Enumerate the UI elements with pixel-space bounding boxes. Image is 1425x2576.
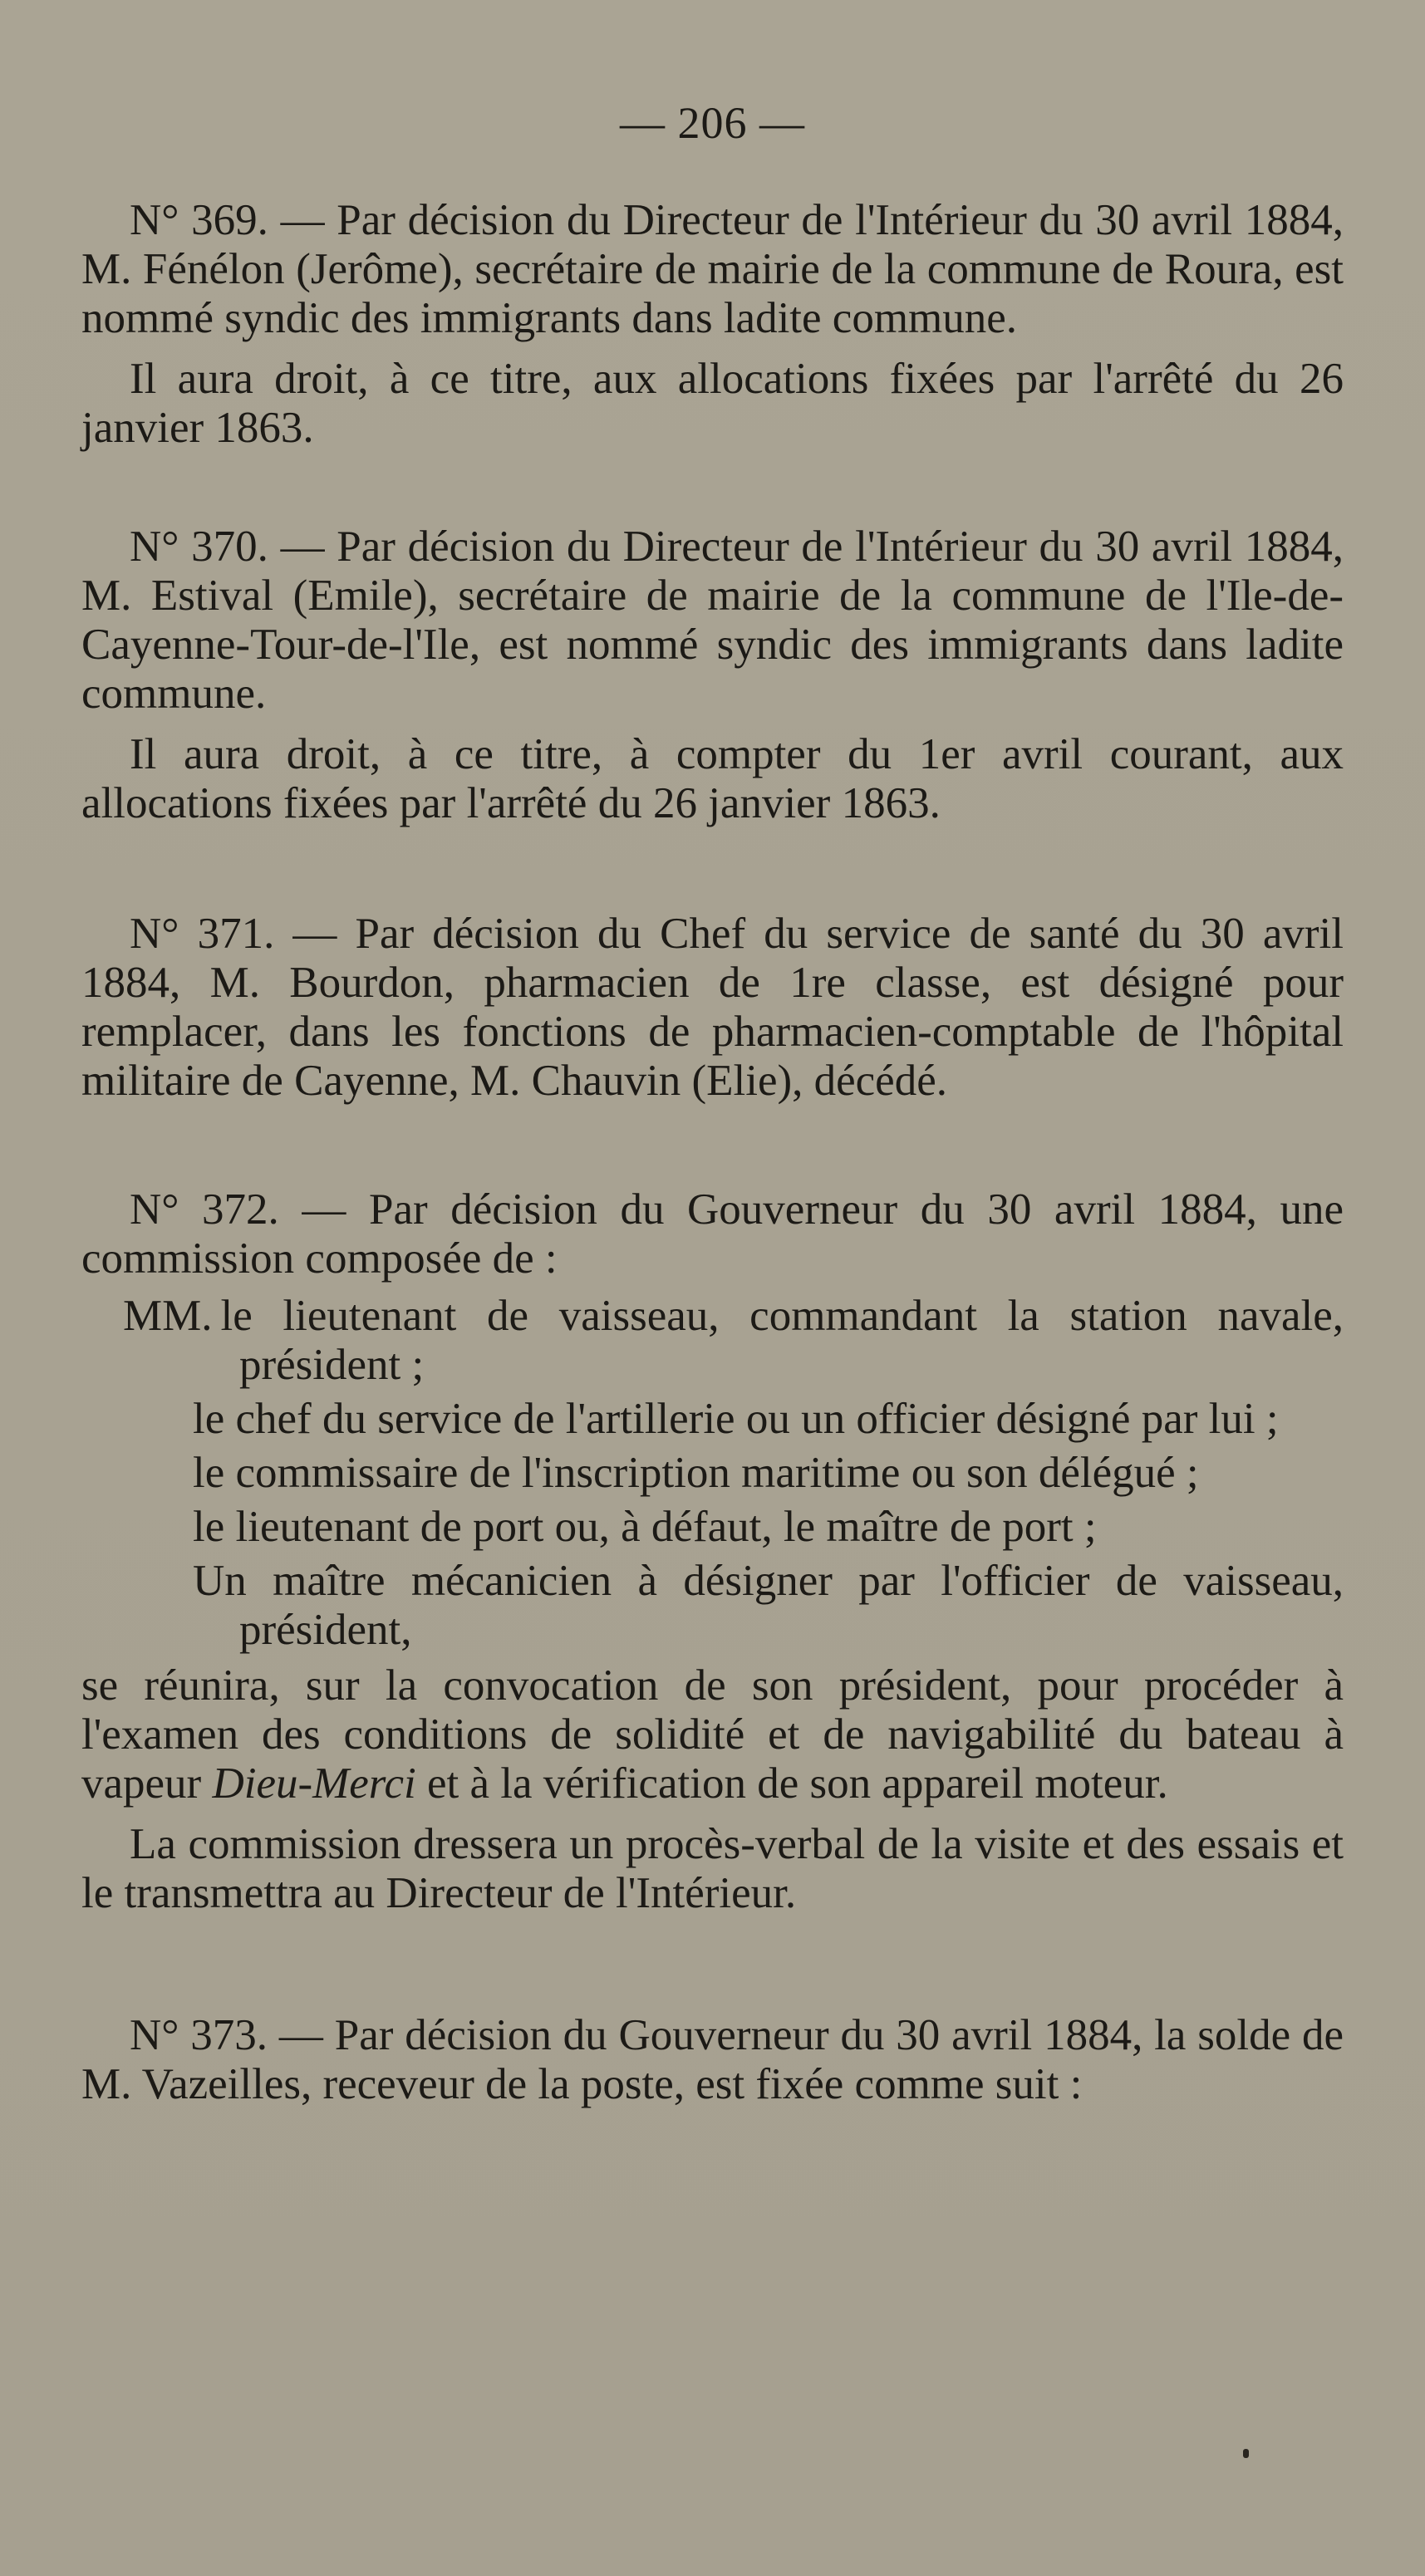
entry-369 <box>81 196 1344 453</box>
commission-member-text: le lieutenant de vaisseau, commandant la station navale, président ; <box>220 1292 1344 1389</box>
commission-member-text: le lieutenant de port ou, à défaut, le maître de port ; <box>193 1503 1097 1551</box>
commission-member-text: le chef du service de l'artillerie ou un officier désigné par lui ; <box>193 1395 1279 1443</box>
conclusion-text-after: et à la vérification de son appareil moteur. <box>415 1759 1168 1808</box>
vessel-name: Dieu-Merci <box>212 1759 416 1808</box>
entry-371 <box>81 910 1344 1106</box>
entry-370-decision: N° 370. — Par décision du Directeur de l'Intérieur du 30 avril 1884, M. Estival (Emile), secrétaire de mairie de la commune de l'Ile-de-Cayenne-Tour-de-l'Ile, est nommé syndic des immigrants dans ladite commune. <box>81 523 1344 718</box>
commission-members-list <box>81 1292 1344 1655</box>
commission-member-text: Un maître mécanicien à désigner par l'officier de vaisseau, président, <box>193 1557 1344 1654</box>
entry-372-intro: N° 372. — Par décision du Gouverneur du 30 avril 1884, une commission composée de : <box>81 1185 1344 1283</box>
entry-369-decision: N° 369. — Par décision du Directeur de l'Intérieur du 30 avril 1884, M. Fénélon (Jerôme), secrétaire de mairie de la commune de Roura, est nommé syndic des immigrants dans ladite commune. <box>81 196 1344 342</box>
commission-member <box>81 1292 1344 1390</box>
entry-370-allowance: Il aura droit, à ce titre, à compter du 1er avril courant, aux allocations fixées par l'arrêté du 26 janvier 1863. <box>81 730 1344 827</box>
page-number: — 206 — <box>620 98 805 148</box>
conclusion-text-before: se réunira, sur la convocation de son président, pour procéder à l'examen des conditions de solidité et de navigabilité du bateau à vapeur <box>81 1661 1344 1808</box>
commission-member <box>81 1503 1344 1552</box>
ink-speck <box>1243 2449 1249 2458</box>
entry-371-decision: N° 371. — Par décision du Chef du service de santé du 30 avril 1884, M. Bourdon, pharmacien de 1re classe, est désigné pour remplacer, dans les fonctions de pharmacien-comptable de l'hôpital militaire de Cayenne, M. Chauvin (Elie), décédé. <box>81 910 1344 1105</box>
entry-372 <box>81 1185 1344 1918</box>
entry-373-decision: N° 373. — Par décision du Gouverneur du 30 avril 1884, la solde de M. Vazeilles, receveur de la poste, est fixée comme suit : <box>81 2011 1344 2108</box>
commission-member <box>81 1557 1344 1655</box>
entry-370 <box>81 523 1344 828</box>
entry-373 <box>81 2011 1344 2109</box>
entry-369-allowance: Il aura droit, à ce titre, aux allocations fixées par l'arrêté du 26 janvier 1863. <box>81 355 1344 452</box>
entry-372-conclusion <box>81 1661 1344 1808</box>
commission-member-text: le commissaire de l'inscription maritime ou son délégué ; <box>193 1449 1199 1497</box>
commission-member <box>81 1449 1344 1498</box>
members-prefix: MM. <box>123 1292 213 1340</box>
entry-372-final: La commission dressera un procès-verbal de la visite et des essais et le transmettra au Directeur de l'Intérieur. <box>81 1820 1344 1917</box>
commission-member <box>81 1395 1344 1444</box>
